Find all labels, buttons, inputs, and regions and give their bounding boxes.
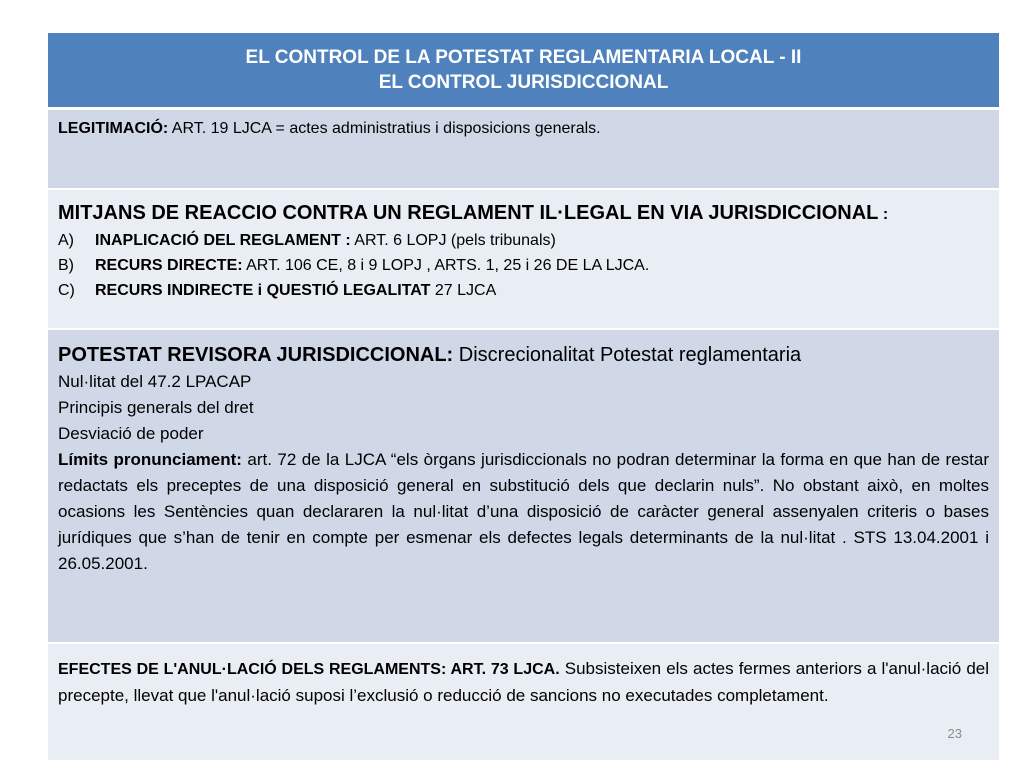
potestat-line-1: Nul·litat del 47.2 LPACAP bbox=[58, 372, 252, 391]
potestat-line-3: Desviació de poder bbox=[58, 424, 204, 443]
potestat-title-line bbox=[58, 342, 989, 369]
table-header-row bbox=[48, 33, 999, 109]
limits-label: Límits pronunciament: bbox=[58, 450, 242, 469]
limits-paragraph bbox=[58, 447, 989, 577]
list-item-text: ART. 106 CE, 8 i 9 LOPJ , ARTS. 1, 25 i 26 DE LA LJCA. bbox=[242, 257, 650, 274]
list-item bbox=[58, 278, 989, 303]
mitjans-list bbox=[58, 228, 989, 303]
mitjans-title-suffix: : bbox=[878, 206, 889, 223]
slide-title bbox=[48, 33, 999, 109]
list-item-bold: RECURS INDIRECTE i QUESTIÓ LEGALITAT bbox=[95, 282, 431, 299]
row-mitjans bbox=[48, 189, 999, 329]
potestat-line-2: Principis generals del dret bbox=[58, 398, 254, 417]
limits-text: art. 72 de la LJCA “els òrgans jurisdiccionals no podran determinar la forma en que han de restar redactats els preceptes de una disposició general en substitució dels que declarin nuls”. No obstant això, en moltes ocasions les Sentències quan declararen la nul·litat d’una disposició de caràcter general assenyalen criteris o bases jurídiques que s’han de tenir en compte per esmenar els defectes legals determinants de la nul·litat . STS 13.04.2001 i 26.05.2001. bbox=[58, 450, 989, 573]
legitimacio-text: ART. 19 LJCA = actes administratius i disposicions generals. bbox=[168, 120, 601, 137]
potestat-title: POTESTAT REVISORA JURISDICCIONAL: bbox=[58, 344, 454, 366]
list-marker: C) bbox=[58, 282, 75, 299]
list-item bbox=[58, 253, 989, 278]
potestat-subtitle: Discrecionalitat Potestat reglamentaria bbox=[453, 344, 802, 366]
row-legitimacio bbox=[48, 109, 999, 190]
legitimacio-label: LEGITIMACIÓ: bbox=[58, 120, 169, 137]
row-efectes bbox=[48, 643, 999, 760]
mitjans-title: MITJANS DE REACCIO CONTRA UN REGLAMENT IL·LEGAL EN VIA JURISDICCIONAL bbox=[58, 202, 879, 224]
efectes-label: EFECTES DE L'ANUL·LACIÓ DELS REGLAMENTS: ART. 73 LJCA. bbox=[58, 661, 560, 678]
list-item-bold: INAPLICACIÓ DEL REGLAMENT : bbox=[95, 232, 351, 249]
list-item-text: ART. 6 LOPJ (pels tribunals) bbox=[350, 232, 556, 249]
efectes-paragraph bbox=[58, 656, 989, 709]
page-number: 23 bbox=[947, 726, 962, 741]
list-marker: A) bbox=[58, 232, 74, 249]
list-item bbox=[58, 228, 989, 253]
title-line-1: EL CONTROL DE LA POTESTAT REGLAMENTARIA LOCAL - II bbox=[245, 47, 802, 68]
efectes-text: Subsisteixen els actes fermes anteriors a l'anul·lació del precepte, llevat que l'anul·lació suposi l’exclusió o reducció de sancions no executades completament. bbox=[58, 659, 990, 705]
title-line-2: EL CONTROL JURISDICCIONAL bbox=[378, 72, 669, 93]
row-potestat bbox=[48, 329, 999, 643]
list-marker: B) bbox=[58, 257, 74, 274]
list-item-text: 27 LJCA bbox=[430, 282, 497, 299]
list-item-bold: RECURS DIRECTE: bbox=[95, 257, 243, 274]
content-table bbox=[48, 33, 999, 760]
mitjans-title-line bbox=[58, 200, 989, 228]
